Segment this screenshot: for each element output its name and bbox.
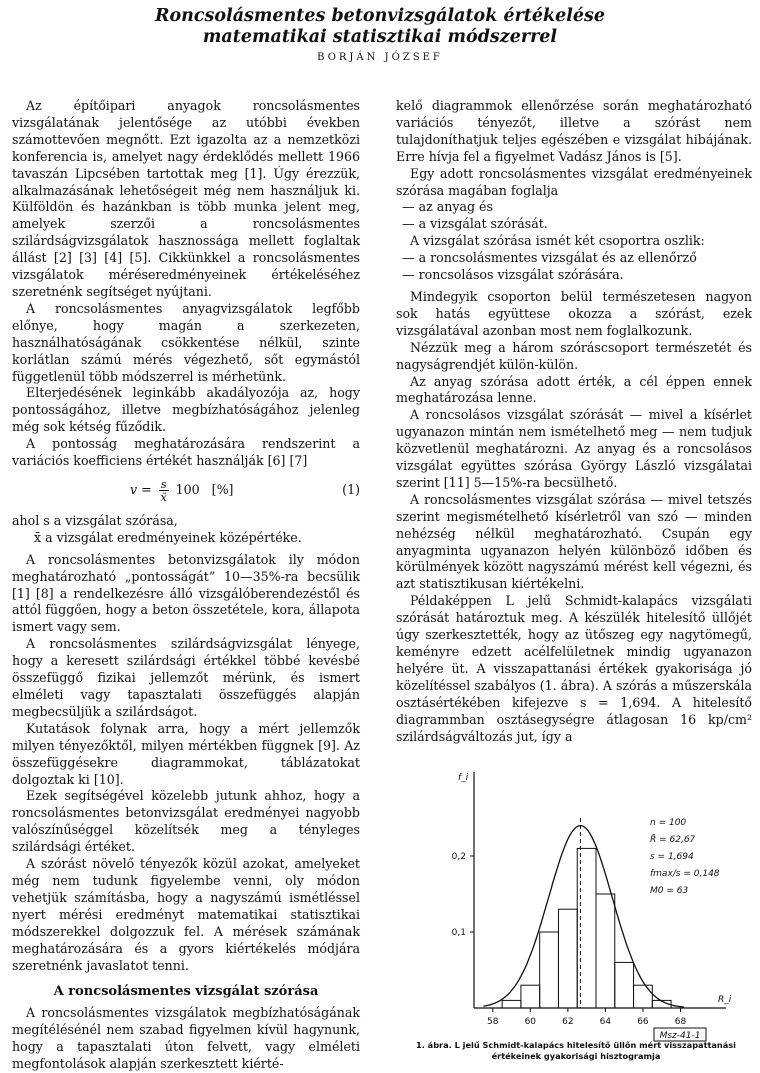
histogram-chart: [436, 760, 746, 1041]
fraction: [159, 478, 169, 503]
title-line-2: matematikai statisztikai módszerrel: [202, 27, 558, 47]
x-tick-label: 58: [487, 1017, 499, 1027]
caption-line-2: értékeinek gyakorisági hisztogramja: [491, 1051, 661, 1061]
paragraph: A roncsolásmentes szilárdságvizsgálat lényege, hogy a keresett szilárdsági értékkel többé kevésbé összefüggő fizikai jellemzőt mérünk, és ismert elméleti vagy tapasztalati összefüggés alapján megbecsüljük a szilárdságot.: [12, 636, 360, 719]
fraction-numerator: s: [160, 476, 167, 491]
stamp-label: Msz-41-1: [659, 1031, 701, 1041]
histogram-bar: [558, 909, 577, 1008]
paragraph: Kutatások folynak arra, hogy a mért jellemzők milyen tényezőktől, milyen mértékben függnek [9]. Az összefüggésekre diagrammokat, táblázatokat dolgoztak ki [10].: [12, 720, 360, 787]
left-column: [12, 98, 360, 1073]
histogram-bar: [577, 848, 596, 1008]
paragraph: A roncsolásmentes anyagvizsgálatok legfőbb előnye, hogy magán a szerkezeten, használhatóságának csökkentése nélkül, szinte korlátlan számú mérés végezhető, sőt egymástól függetlenül több módszerrel is mérhetünk.: [12, 300, 360, 384]
formula-lhs: v =: [130, 481, 152, 497]
histogram-bar: [615, 962, 634, 1008]
paragraph: A roncsolásmentes vizsgálatok megbízhatóságának megítélésénél nem szabad figyelmen kívül hagynunk, hogy a tapasztalati úton felvett, vagy elméleti megfontolások alapján szerkesztett kiérté-: [12, 1005, 360, 1072]
list-item: — az anyag és: [402, 199, 493, 215]
y-tick-label: 0,2: [451, 852, 466, 862]
where-line: ahol s a vizsgálat szórása,: [12, 512, 178, 528]
stats-annotation: R̄ = 62,67: [650, 835, 696, 845]
formula-number: (1): [342, 481, 360, 497]
x-tick-label: 64: [599, 1017, 612, 1027]
paragraph: Nézzük meg a három szóráscsoport természetét és nagyságrendjét külön-külön.: [396, 339, 752, 372]
paragraph: Mindegyik csoporton belül természetesen nagyon sok hatás együttese okozza a szórást, ezek vizsgálatával azonban most nem foglalkozunk.: [396, 288, 752, 338]
paragraph: Ezek segítségével közelebb jutunk ahhoz, hogy a roncsolásmentes betonvizsgálat eredményei nagyobb valószínűséggel közelítsék meg a tényleges szilárdsági értéket.: [12, 788, 360, 855]
paragraph: Példaképpen L jelű Schmidt-kalapács vizsgálati szórását határoztuk meg. A készülék hitelesítő üllőjét úgy szerkesztették, hogy az ütőszeg egy nagytömegű, keményre edzett acélfelületnek mindig ugyanazon helyére üt. A visszapattanási értékek gyakorisága jó közelítéssel szabályos (1. ábra). A szórás a műszerskála osztásértékében kifejezve s = 1,694. A hitelesítő diagrammban osztásegységre átlagosan 16 kp/cm² szilárdságváltozás jut, így a: [396, 593, 752, 744]
list-item: — roncsolásos vizsgálat szórására.: [402, 267, 624, 283]
x-axis-label: R_i: [718, 995, 732, 1005]
paragraph: Az anyag szórása adott érték, a cél éppen ennek meghatározása lenne.: [396, 373, 752, 406]
formula-rest: 100 [%]: [175, 481, 234, 497]
x-tick-label: 60: [524, 1017, 537, 1027]
paragraph: A roncsolásmentes betonvizsgálatok ily módon meghatározható „pontosságát” 10—35%-ra becsülik [1] [8] a rendelkezésre álló vizsgálóberendezéstől és attól függően, hogy a beton összetétele, kora, állapota ismert vagy sem.: [12, 551, 360, 635]
x-tick-label: 62: [562, 1017, 574, 1027]
x-tick-label: 66: [637, 1017, 649, 1027]
y-tick-label: 0,1: [451, 928, 466, 938]
histogram-bar: [634, 985, 653, 1008]
article-title: [0, 6, 760, 48]
paragraph: Egy adott roncsolásmentes vizsgálat eredményeinek szórása magában foglalja: [396, 165, 752, 198]
stats-annotation: M0 = 63: [650, 886, 689, 896]
paragraph: A roncsolásos vizsgálat szórását — mivel a kísérlet ugyanazon mintán nem ismételhető meg — nem tudjuk közvetlenül meghatározni. Az anyag és a roncsolásos vizsgálat együttes szórása György László vizsgálatai szerint [11] 5—15%-ra becsülhető.: [396, 407, 752, 490]
where-line: x̄ a vizsgálat eredményeinek középértéke.: [34, 529, 302, 545]
paragraph: Az építőipari anyagok roncsolásmentes vizsgálatának jelentősége az utóbbi években számottevően megnőtt. Ezt igazolta az a nemzetközi konferencia is, amelyet nagy érdeklődés mellett 1966 tavaszán Lipcsében tartottak meg [1]. Úgy érezzük, alkalmazásának lehetőségeit még nem használjuk ki. Külföldön és hazánkban is több munka jelent meg, amelyek szerzői a roncsolásmentes szilárdságvizsgálatok hasznossága mellett foglaltak állást [2] [3] [4] [5]. Cikkünkkel a roncsolásmentes vizsgálatok méréseredményeinek értékeléséhez szeretnénk segítséget nyújtani.: [12, 98, 360, 299]
list-item: — a roncsolásmentes vizsgálat és az ellenőrző: [402, 250, 697, 266]
list-item: — a vizsgálat szórását.: [402, 216, 548, 232]
fraction-denominator: x̄: [160, 489, 167, 504]
stats-annotation: s = 1,694: [650, 852, 694, 862]
paragraph: A pontosság meghatározására rendszerint a variációs koefficiens értékét használják [6] [7]: [12, 436, 360, 469]
author: BORJÁN JÓZSEF: [317, 52, 443, 63]
caption-line-1: 1. ábra. L jelű Schmidt-kalapács hitelesítő üllőn mért visszapattanási: [416, 1040, 736, 1050]
histogram-bar: [540, 932, 559, 1008]
section-heading: A roncsolásmentes vizsgálat szórása: [53, 984, 319, 1000]
figure-caption: [400, 1040, 752, 1062]
paragraph: A szórást növelő tényezők közül azokat, amelyeket még nem tudunk figyelembe venni, oly módon vehetjük számításba, hogy a nagyszámú ismétléssel nyert mérési eredményt matematikai statisztikai módszerekkel dolgozzuk fel. A mérések számának meghatározására és a gyors kiértékelés módjára szeretnénk javaslatot tenni.: [12, 856, 360, 973]
title-line-1: Roncsolásmentes betonvizsgálatok értékelése: [154, 6, 606, 26]
x-tick-label: 68: [674, 1017, 687, 1027]
paragraph: A vizsgálat szórása ismét két csoportra oszlik:: [410, 233, 705, 249]
formula-1: [12, 478, 360, 503]
paragraph: kelő diagrammok ellenőrzése során meghatározható variációs tényezőt, illetve a szórást nem tulajdoníthatjuk teljes egészében e vizsgálat hibájának. Erre hívja fel a figyelmet Vadász János is [5].: [396, 98, 752, 164]
stats-annotation: fmax/s = 0,148: [650, 869, 720, 879]
y-axis-label: f_i: [458, 773, 469, 783]
right-column: [396, 98, 752, 745]
stats-annotation: n = 100: [650, 818, 687, 828]
paragraph: Elterjedésének leginkább akadályozója az, hogy pontosságához, illetve megbízhatóságához jelenleg még sok kétség fűződik.: [12, 385, 360, 435]
histogram-bar: [521, 985, 540, 1008]
histogram-bar: [596, 894, 615, 1008]
histogram-bar: [502, 1000, 521, 1008]
paragraph: A roncsolásmentes vizsgálat szórása — mivel tetszés szerint megismételhető kísérletről van szó — minden nehézség nélkül meghatározható. Csupán egy anyagminta ugyanazon helyén különböző időben és körülmények között nagyszámú mérést kell végezni, és azt statisztikusan kiértékelni.: [396, 491, 752, 592]
